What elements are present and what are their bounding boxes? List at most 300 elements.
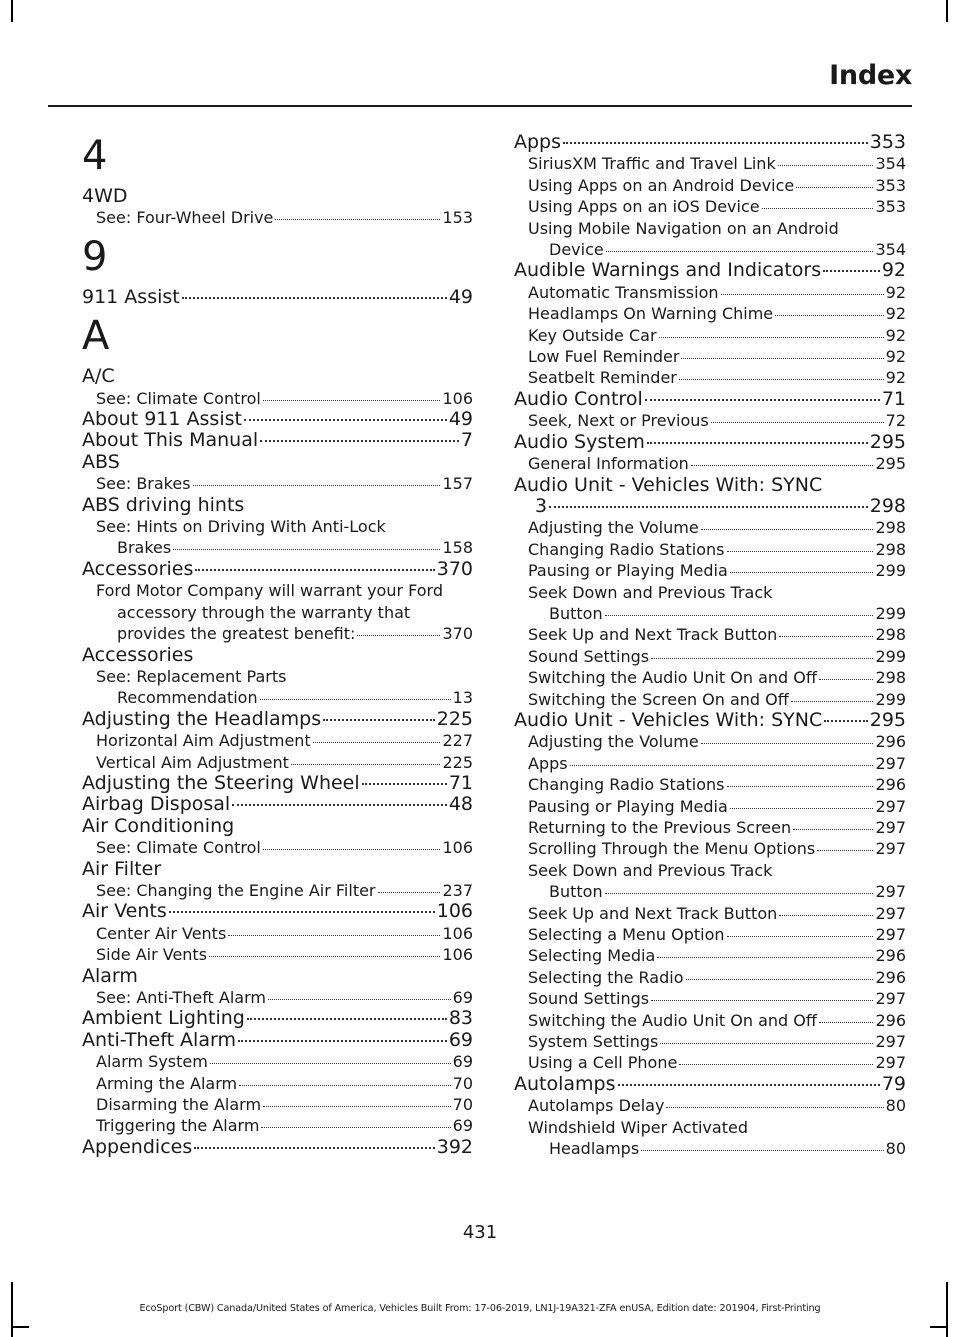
- dot-leader: [173, 549, 440, 550]
- entry-page-number: 153: [442, 208, 473, 228]
- dot-leader: [779, 636, 873, 637]
- dot-leader: [210, 1063, 451, 1064]
- entry-label: Key Outside Car: [528, 325, 657, 345]
- index-heading: A/C: [82, 365, 115, 388]
- index-heading: Alarm: [82, 964, 138, 987]
- entry-page-number: 69: [452, 1052, 473, 1072]
- index-subentry: [82, 1094, 473, 1115]
- dot-leader: [193, 485, 441, 486]
- dot-leader: [261, 1127, 450, 1128]
- entry-page-number: 296: [875, 946, 906, 966]
- entry-label-continued: [96, 623, 473, 644]
- entry-label-line: Headlamps: [549, 1139, 640, 1159]
- index-column-left: [82, 132, 473, 1158]
- entry-page-number: 158: [442, 538, 473, 558]
- entry-label: Adjusting the Steering Wheel: [82, 771, 360, 794]
- index-subentry: [82, 666, 473, 709]
- entry-label-line: Device: [549, 240, 604, 260]
- entry-label-line: 3: [535, 494, 548, 517]
- index-subentry: [82, 880, 473, 901]
- entry-label: See: Four-Wheel Drive: [96, 208, 274, 228]
- entry-page-number: 297: [875, 1032, 906, 1052]
- index-subentry: [514, 1052, 906, 1073]
- dot-leader: [824, 720, 867, 722]
- dot-leader: [660, 1043, 873, 1044]
- dot-leader: [817, 850, 873, 851]
- index-heading: 4WD: [82, 185, 128, 207]
- index-subentry: [514, 689, 906, 710]
- entry-label: Using Apps on an iOS Device: [528, 197, 760, 217]
- entry-page-number: 298: [875, 539, 906, 559]
- index-subentry: [514, 218, 906, 261]
- entry-label: See: Climate Control: [96, 838, 261, 858]
- index-subentry: [82, 987, 473, 1008]
- entry-label-line: Windshield Wiper Activated: [528, 1117, 748, 1137]
- dot-leader: [666, 1107, 883, 1108]
- section-letter: A: [82, 313, 110, 360]
- entry-label-line: Audio Unit - Vehicles With: SYNC: [514, 473, 823, 496]
- entry-page-number: 299: [875, 689, 906, 709]
- entry-page-number: 92: [885, 282, 906, 302]
- entry-label-continued: [514, 496, 906, 517]
- dot-leader: [701, 743, 874, 744]
- entry-label-continued: [528, 881, 906, 902]
- dot-leader: [563, 142, 868, 144]
- index-subentry: [514, 646, 906, 667]
- entry-label: Selecting the Radio: [528, 967, 684, 987]
- entry-label-continued: [96, 537, 473, 558]
- crop-mark-top-right-v: [946, 0, 948, 22]
- entry-label-continued: [528, 239, 906, 260]
- section-letter: 9: [82, 233, 108, 280]
- entry-page-number: 297: [875, 925, 906, 945]
- entry-page-number: 227: [442, 731, 473, 751]
- dot-leader: [263, 849, 441, 850]
- entry-label: Scrolling Through the Menu Options: [528, 839, 816, 859]
- index-heading: Accessories: [82, 643, 194, 666]
- entry-label: Audio Unit - Vehicles With: SYNC: [514, 708, 823, 731]
- index-subentry: [82, 1115, 473, 1136]
- index-subentry: [514, 175, 906, 196]
- dot-leader: [679, 1064, 873, 1065]
- entry-page-number: 80: [885, 1139, 906, 1159]
- entry-label: Switching the Audio Unit On and Off: [528, 668, 817, 688]
- entry-page-number: 296: [875, 732, 906, 752]
- index-subentry: [82, 473, 473, 494]
- entry-page-number: 69: [452, 1116, 473, 1136]
- dot-leader: [727, 551, 874, 552]
- dot-leader: [357, 635, 440, 636]
- page-title: Index: [829, 60, 912, 91]
- entry-label: Headlamps On Warning Chime: [528, 304, 774, 324]
- index-entry: [514, 132, 906, 153]
- dot-leader: [762, 208, 874, 209]
- entry-page-number: 298: [869, 494, 906, 517]
- entry-label-line: See: Hints on Driving With Anti-Lock: [96, 517, 386, 537]
- entry-label: Pausing or Playing Media: [528, 561, 728, 581]
- dot-leader: [618, 1084, 880, 1086]
- index-subentry: [514, 817, 906, 838]
- entry-page-number: 392: [436, 1135, 473, 1158]
- entry-label: Sound Settings: [528, 989, 650, 1009]
- index-entry: [82, 794, 473, 815]
- entry-page-number: 106: [436, 900, 473, 923]
- entry-page-number: 297: [875, 989, 906, 1009]
- index-entry: [514, 710, 906, 731]
- entry-page-number: 157: [442, 474, 473, 494]
- entry-label: Automatic Transmission: [528, 282, 719, 302]
- entry-label: Airbag Disposal: [82, 793, 231, 816]
- entry-label: Side Air Vents: [96, 945, 208, 965]
- index-subentry: [514, 667, 906, 688]
- entry-page-number: 225: [442, 752, 473, 772]
- index-heading: Air Conditioning: [82, 814, 235, 837]
- dot-leader: [651, 1000, 873, 1001]
- dot-leader: [378, 892, 441, 893]
- entry-label-continued: [528, 1138, 906, 1159]
- entry-page-number: 354: [875, 154, 906, 174]
- index-heading: ABS driving hints: [82, 493, 245, 516]
- entry-label-line: Seek Down and Previous Track: [528, 582, 773, 602]
- entry-page-number: 299: [875, 603, 906, 623]
- entry-page-number: 353: [869, 131, 906, 153]
- index-entry: [82, 773, 473, 794]
- index-subentry: [82, 944, 473, 965]
- index-entry: [514, 260, 906, 281]
- dot-leader: [641, 1150, 883, 1151]
- entry-label: Adjusting the Volume: [528, 518, 699, 538]
- dot-leader: [657, 957, 873, 958]
- entry-page-number: 354: [875, 240, 906, 260]
- dot-leader: [778, 165, 874, 166]
- index-subentry: [514, 838, 906, 859]
- entry-label: Appendices: [82, 1135, 193, 1158]
- entry-page-number: 297: [875, 903, 906, 923]
- entry-label-line: Ford Motor Company will warrant your Ford: [96, 581, 443, 601]
- entry-page-number: 106: [442, 838, 473, 858]
- dot-leader: [244, 419, 447, 421]
- entry-label: Apps: [514, 131, 562, 153]
- dot-leader: [686, 979, 874, 980]
- entry-label: Audio Control: [514, 387, 643, 410]
- entry-page-number: 92: [885, 347, 906, 367]
- entry-label-line: See: Replacement Parts: [96, 666, 287, 686]
- entry-label: Switching the Screen On and Off: [528, 689, 789, 709]
- entry-page-number: 79: [881, 1072, 906, 1095]
- dot-leader: [291, 764, 441, 765]
- dot-leader: [362, 783, 447, 785]
- dot-leader: [775, 315, 884, 316]
- entry-label-line: Recommendation: [117, 688, 258, 708]
- index-subentry: [82, 730, 473, 751]
- entry-page-number: 353: [875, 197, 906, 217]
- entry-page-number: 49: [448, 408, 473, 431]
- entry-label: Apps: [528, 753, 568, 773]
- entry-label-continued: [528, 603, 906, 624]
- dot-leader: [727, 786, 874, 787]
- index-subentry: [514, 560, 906, 581]
- index-entry: [514, 432, 906, 453]
- entry-page-number: 106: [442, 923, 473, 943]
- entry-page-number: 296: [875, 967, 906, 987]
- index-subentry: [514, 325, 906, 346]
- entry-label: Alarm System: [96, 1052, 208, 1072]
- entry-label: Low Fuel Reminder: [528, 347, 680, 367]
- entry-page-number: 298: [875, 625, 906, 645]
- index-entry: [514, 1074, 906, 1095]
- index-subentry: [514, 624, 906, 645]
- index-subentry: [82, 207, 473, 228]
- dot-leader: [260, 699, 451, 700]
- index-subentry: [514, 860, 906, 903]
- index-subentry: [514, 517, 906, 538]
- dot-leader: [681, 358, 883, 359]
- entry-page-number: 106: [442, 388, 473, 408]
- dot-leader: [791, 701, 874, 702]
- entry-page-number: 83: [448, 1007, 473, 1030]
- entry-label-continued: [96, 687, 473, 708]
- index-subentry: [514, 410, 906, 431]
- entry-page-number: 297: [875, 839, 906, 859]
- entry-label-line: Button: [549, 603, 603, 623]
- dot-leader: [823, 270, 880, 272]
- index-subentry: [514, 153, 906, 174]
- index-subentry: [514, 367, 906, 388]
- dot-leader: [182, 297, 447, 299]
- entry-page-number: 298: [875, 668, 906, 688]
- entry-page-number: 295: [869, 430, 906, 453]
- entry-label: About This Manual: [82, 429, 259, 452]
- index-column-right: [514, 132, 906, 1160]
- entry-page-number: 92: [885, 304, 906, 324]
- entry-label-line: provides the greatest benefit:: [117, 624, 356, 644]
- entry-label: Vertical Aim Adjustment: [96, 752, 289, 772]
- index-subentry: [82, 1073, 473, 1094]
- entry-label: Switching the Audio Unit On and Off: [528, 1010, 817, 1030]
- index-subentry: [514, 453, 906, 474]
- crop-mark-bottom-left-h: [13, 1326, 29, 1328]
- index-entry: [82, 1008, 473, 1029]
- dot-leader: [647, 442, 868, 444]
- dot-leader: [169, 911, 435, 913]
- dot-leader: [796, 187, 873, 188]
- dot-leader: [711, 422, 884, 423]
- index-subentry: [514, 967, 906, 988]
- entry-label: Accessories: [82, 557, 194, 580]
- index-subentry: [514, 346, 906, 367]
- entry-label: Selecting Media: [528, 946, 656, 966]
- dot-leader: [659, 337, 884, 338]
- dot-leader: [260, 440, 459, 442]
- dot-leader: [730, 572, 874, 573]
- index-subentry: [514, 196, 906, 217]
- entry-page-number: 70: [452, 1073, 473, 1093]
- entry-label: Air Vents: [82, 900, 167, 923]
- entry-label: See: Changing the Engine Air Filter: [96, 880, 376, 900]
- entry-page-number: 295: [875, 454, 906, 474]
- entry-page-number: 71: [448, 771, 473, 794]
- entry-page-number: 71: [881, 387, 906, 410]
- index-subentry: [514, 1095, 906, 1116]
- entry-label: Triggering the Alarm: [96, 1116, 260, 1136]
- entry-label: Audio System: [514, 430, 645, 453]
- index-entry: [82, 1030, 473, 1051]
- index-entry: [82, 901, 473, 922]
- dot-leader: [701, 529, 874, 530]
- entry-label: Audible Warnings and Indicators: [514, 259, 822, 282]
- dot-leader: [239, 1085, 451, 1086]
- index-subentry: [82, 837, 473, 858]
- entry-label: Returning to the Previous Screen: [528, 818, 792, 837]
- entry-label: Horizontal Aim Adjustment: [96, 731, 311, 751]
- entry-label: See: Anti-Theft Alarm: [96, 988, 266, 1007]
- dot-leader: [238, 1040, 447, 1042]
- entry-label: See: Climate Control: [96, 388, 261, 408]
- entry-label: Adjusting the Headlamps: [82, 707, 322, 730]
- index-subentry: [514, 903, 906, 924]
- entry-label: Seatbelt Reminder: [528, 368, 677, 388]
- entry-page-number: 92: [885, 368, 906, 388]
- entry-label: General Information: [528, 454, 689, 474]
- index-subentry: [514, 539, 906, 560]
- dot-leader: [819, 1022, 874, 1023]
- index-subentry: [82, 516, 473, 559]
- dot-leader: [268, 999, 451, 1000]
- dot-leader: [779, 915, 873, 916]
- dot-leader: [679, 379, 884, 380]
- index-subentry: [514, 945, 906, 966]
- index-subentry: [82, 923, 473, 944]
- entry-label: Seek Up and Next Track Button: [528, 625, 778, 645]
- entry-page-number: 297: [875, 818, 906, 837]
- entry-label-line: Seek Down and Previous Track: [528, 860, 773, 880]
- dot-leader: [323, 719, 435, 721]
- entry-page-number: 106: [442, 945, 473, 965]
- index-subentry: [514, 1031, 906, 1052]
- index-heading: ABS: [82, 450, 120, 473]
- entry-page-number: 69: [452, 988, 473, 1007]
- entry-page-number: 295: [869, 708, 906, 731]
- dot-leader: [247, 1018, 447, 1020]
- dot-leader: [606, 251, 874, 252]
- index-subentry: [514, 753, 906, 774]
- entry-page-number: 72: [885, 411, 906, 431]
- dot-leader: [194, 1147, 435, 1149]
- dot-leader: [313, 742, 441, 743]
- dot-leader: [691, 465, 874, 466]
- entry-label: System Settings: [528, 1032, 659, 1052]
- entry-label: Sound Settings: [528, 646, 650, 666]
- dot-leader: [232, 804, 447, 806]
- crop-mark-top-left-v: [11, 0, 13, 22]
- index-subentry: [82, 388, 473, 409]
- index-subentry: [514, 774, 906, 795]
- index-subentry: [514, 988, 906, 1009]
- entry-label: SiriusXM Traffic and Travel Link: [528, 154, 776, 174]
- entry-page-number: 7: [460, 429, 473, 452]
- entry-page-number: 299: [875, 646, 906, 666]
- dot-leader: [195, 569, 434, 571]
- index-entry: [82, 559, 473, 580]
- index-subentry: [514, 796, 906, 817]
- index-subentry: [82, 580, 473, 644]
- entry-page-number: 298: [875, 518, 906, 538]
- entry-page-number: 297: [875, 753, 906, 773]
- index-subentry: [514, 282, 906, 303]
- entry-page-number: 299: [875, 561, 906, 581]
- entry-page-number: 297: [875, 882, 906, 902]
- entry-label: Anti-Theft Alarm: [82, 1028, 236, 1051]
- dot-leader: [228, 935, 440, 936]
- entry-page-number: 49: [448, 285, 473, 308]
- dot-leader: [819, 679, 874, 680]
- entry-page-number: 92: [885, 325, 906, 345]
- entry-label: Using a Cell Phone: [528, 1053, 678, 1073]
- dot-leader: [549, 506, 868, 508]
- entry-page-number: 13: [452, 688, 473, 708]
- entry-label: Disarming the Alarm: [96, 1095, 262, 1115]
- entry-page-number: 237: [442, 880, 473, 900]
- entry-label: 911 Assist: [82, 285, 180, 308]
- entry-page-number: 296: [875, 775, 906, 795]
- index-subentry: [514, 1117, 906, 1160]
- entry-label: Using Apps on an Android Device: [528, 175, 795, 195]
- footer-edition-info: EcoSport (CBW) Canada/United States of America, Vehicles Built From: 17-06-2019, LN1J-19A321-ZFA enUSA, Edition date: 201904, First-Printing: [139, 1303, 821, 1314]
- index-entry: [82, 287, 473, 308]
- index-subentry: [514, 582, 906, 625]
- index-subentry: [514, 303, 906, 324]
- entry-page-number: 370: [436, 557, 473, 580]
- page-number: 431: [462, 1222, 498, 1243]
- dot-leader: [721, 294, 884, 295]
- dot-leader: [263, 1106, 451, 1107]
- entry-label: Seek, Next or Previous: [528, 411, 709, 431]
- entry-label-line: Button: [549, 882, 603, 902]
- entry-label: See: Brakes: [96, 474, 191, 494]
- dot-leader: [605, 615, 874, 616]
- entry-page-number: 297: [875, 796, 906, 816]
- dot-leader: [727, 936, 874, 937]
- entry-label: Autolamps: [514, 1072, 616, 1095]
- entry-label: Ambient Lighting: [82, 1007, 245, 1030]
- entry-page-number: 370: [442, 624, 473, 644]
- entry-label: Seek Up and Next Track Button: [528, 903, 778, 923]
- index-subentry: [82, 1051, 473, 1072]
- entry-page-number: 92: [881, 259, 906, 282]
- section-letter: 4: [82, 133, 108, 179]
- entry-page-number: 297: [875, 1053, 906, 1073]
- index-heading: Air Filter: [82, 857, 162, 880]
- index-subentry: [82, 752, 473, 773]
- dot-leader: [209, 956, 440, 957]
- dot-leader: [793, 829, 873, 830]
- entry-label-line: Using Mobile Navigation on an Android: [528, 218, 839, 238]
- entry-label: About 911 Assist: [82, 408, 242, 431]
- entry-page-number: 80: [885, 1096, 906, 1116]
- title-rule: [48, 105, 912, 107]
- crop-mark-bottom-right-h: [930, 1326, 946, 1328]
- entry-label: Changing Radio Stations: [528, 539, 725, 559]
- index-subentry: [514, 731, 906, 752]
- dot-leader: [645, 399, 880, 401]
- entry-label: Arming the Alarm: [96, 1073, 238, 1093]
- dot-leader: [570, 765, 874, 766]
- entry-label-line: accessory through the warranty that: [117, 602, 411, 622]
- index-entry: [514, 389, 906, 410]
- entry-page-number: 70: [452, 1095, 473, 1115]
- entry-page-number: 48: [448, 793, 473, 816]
- index-entry: [82, 409, 473, 430]
